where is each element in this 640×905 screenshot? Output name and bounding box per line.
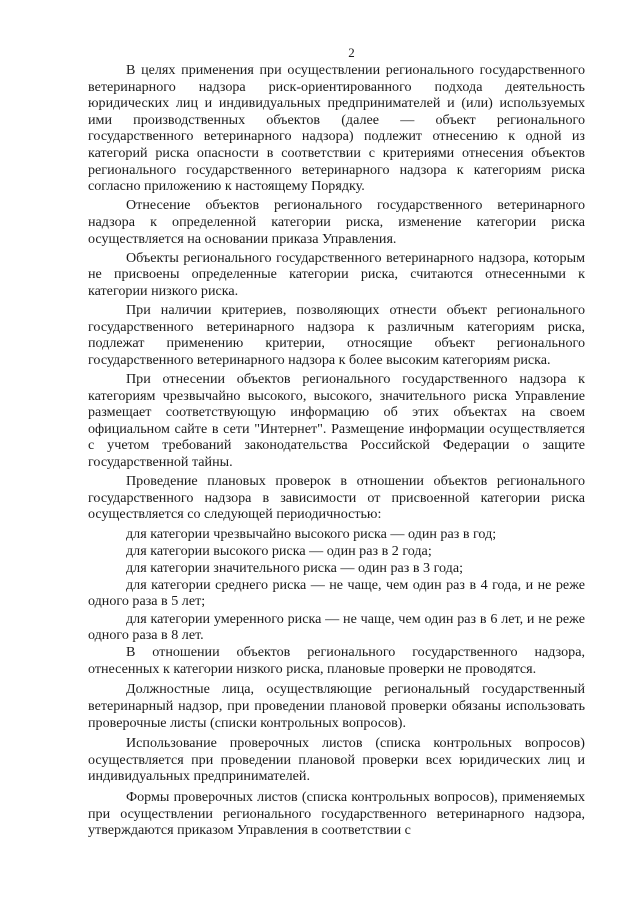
page-number: 2	[348, 45, 355, 60]
paragraph-risk-assignment: Отнесение объектов регионального государственного ветеринарного надзора к определенной категории риска, изменение категории риска осуществляется на основании приказа Управления.	[88, 197, 585, 247]
paragraph-risk-approach: В целях применения при осуществлении регионального государственного ветеринарного надзора риск-ориентированного подхода деятельность юридических лиц и индивидуальных предпринимателей и (или) используемых ими производственных объектов (далее — объект регионального государственного ветеринарного надзора) подлежит отнесению к одной из категорий риска опасности в соответствии с критериями отнесения объектов регионального государственного ветеринарного надзора к категориям риска согласно приложению к настоящему Порядку.	[88, 62, 585, 195]
paragraph-checklist-forms: Формы проверочных листов (списка контрольных вопросов), применяемых при осуществлении регионального государственного ветеринарного надзора, утверждаются приказом Управления в соответствии с	[88, 789, 585, 839]
document-body	[88, 62, 585, 839]
list-item-medium-risk: для категории среднего риска — не чаще, чем один раз в 4 года, и не реже одного раза в 5 лет;	[88, 576, 585, 610]
paragraph-website-publication: При отнесении объектов регионального государственного надзора к категориям чрезвычайно высокого, высокого, значительного риска Управление размещает соответствующую информацию об этих объектах на своем официальном сайте в сети "Интернет". Размещение информации осуществляется с учетом требований законодательства Российской Федерации о защите государственной тайны.	[88, 371, 585, 471]
paragraph-checklists-usage: Использование проверочных листов (списка контрольных вопросов) осуществляется при проведении плановой проверки всех юридических лиц и индивидуальных предпринимателей.	[88, 735, 585, 785]
paragraph-low-risk-default: Объекты регионального государственного ветеринарного надзора, которым не присвоены определенные категории риска, считаются отнесенными к категории низкого риска.	[88, 249, 585, 299]
list-item-moderate-risk: для категории умеренного риска — не чаще, чем один раз в 6 лет, и не реже одного раза в 8 лет.	[88, 610, 585, 644]
paragraph-inspection-frequency: Проведение плановых проверок в отношении объектов регионального государственного надзора в зависимости от присвоенной категории риска осуществляется со следующей периодичностью:	[88, 473, 585, 523]
list-item-significant-risk: для категории значительного риска — один раз в 3 года;	[126, 559, 464, 576]
paragraph-low-risk-no-inspections: В отношении объектов регионального государственного надзора, отнесенных к категории низкого риска, плановые проверки не проводятся.	[88, 644, 585, 677]
paragraph-checklists-obligation: Должностные лица, осуществляющие региональный государственный ветеринарный надзор, при проведении плановой проверки обязаны использовать проверочные листы (списки контрольных вопросов).	[88, 681, 585, 731]
paragraph-higher-risk-rule: При наличии критериев, позволяющих отнести объект регионального государственного ветеринарного надзора к различным категориям риска, подлежат применению критерии, относящие объект регионального государственного ветеринарного надзора к более высоким категориям риска.	[88, 302, 585, 368]
list-item-high-risk: для категории высокого риска — один раз в 2 года;	[126, 542, 432, 559]
list-item-extremely-high-risk: для категории чрезвычайно высокого риска — один раз в год;	[126, 525, 497, 542]
